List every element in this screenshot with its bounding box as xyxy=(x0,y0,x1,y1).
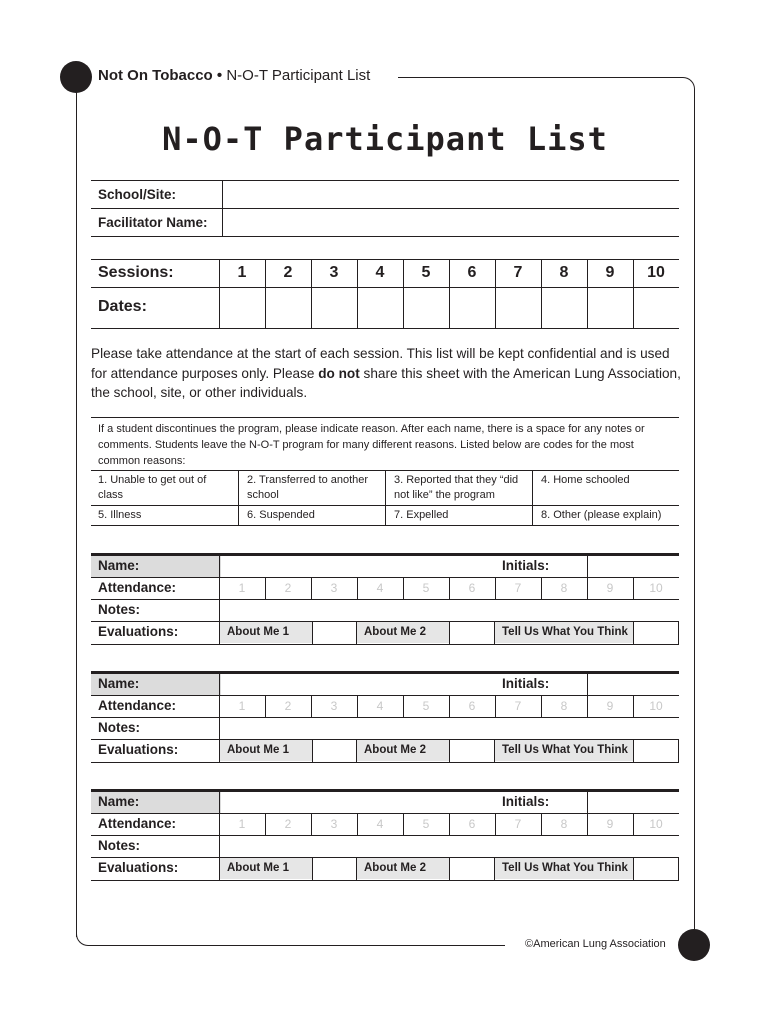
name-label: Name: xyxy=(98,794,140,809)
divider xyxy=(91,813,679,814)
attendance-checkbox[interactable]: 2 xyxy=(284,817,292,831)
reason-code: 1. Unable to get out of class xyxy=(98,474,207,501)
header-subtitle: Participant List xyxy=(271,67,371,84)
frame-line xyxy=(694,90,695,940)
notes-field[interactable] xyxy=(220,600,679,621)
session-date-cell[interactable] xyxy=(496,288,541,328)
initials-label: Initials: xyxy=(502,794,550,809)
evaluation-checkbox[interactable] xyxy=(449,858,495,880)
attendance-checkbox[interactable]: 2 xyxy=(284,699,292,713)
attendance-checkbox[interactable]: 3 xyxy=(330,699,338,713)
page-header xyxy=(98,67,370,84)
name-field[interactable] xyxy=(220,556,490,577)
initials-label: Initials: xyxy=(502,676,550,691)
session-number: 7 xyxy=(513,264,523,281)
notes-label: Notes: xyxy=(98,838,141,853)
attendance-checkbox[interactable]: 3 xyxy=(330,581,338,595)
initials-field[interactable] xyxy=(588,792,679,813)
session-number: 10 xyxy=(647,264,665,281)
participant-block xyxy=(91,789,679,881)
evaluation-label: About Me 1 xyxy=(220,858,312,879)
evaluation-checkbox[interactable] xyxy=(633,858,679,880)
session-date-cell[interactable] xyxy=(312,288,357,328)
evaluation-checkbox[interactable] xyxy=(449,622,495,644)
attendance-checkbox[interactable]: 1 xyxy=(238,581,246,595)
attendance-checkbox[interactable]: 10 xyxy=(649,699,663,713)
notes-label: Notes: xyxy=(98,602,141,617)
reason-code: 5. Illness xyxy=(98,509,142,521)
session-number: 5 xyxy=(421,264,431,281)
school-site-field[interactable] xyxy=(222,181,679,208)
session-number: 8 xyxy=(559,264,569,281)
evaluation-checkbox[interactable] xyxy=(449,740,495,762)
evaluation-checkbox[interactable] xyxy=(312,622,357,644)
evaluation-checkbox[interactable] xyxy=(312,858,357,880)
frame-corner xyxy=(681,77,695,91)
evaluations-label: Evaluations: xyxy=(98,624,179,639)
name-field[interactable] xyxy=(220,674,490,695)
evaluation-label: Tell Us What You Think xyxy=(495,622,633,643)
initials-field[interactable] xyxy=(588,674,679,695)
evaluations-label: Evaluations: xyxy=(98,860,179,875)
divider xyxy=(91,417,679,418)
header-separator: • xyxy=(216,67,223,84)
session-number: 6 xyxy=(467,264,477,281)
attendance-checkbox[interactable]: 5 xyxy=(422,817,430,831)
attendance-checkbox[interactable]: 9 xyxy=(606,699,614,713)
facilitator-label: Facilitator Name: xyxy=(98,215,208,230)
reason-code: 6. Suspended xyxy=(247,509,315,521)
instructions-part1: Please take attendance at the start of each session. This list will be kept confidential and is used for attendance purposes only. Please xyxy=(91,346,670,381)
sessions-grid xyxy=(91,259,679,329)
divider xyxy=(91,259,679,260)
session-date-cell[interactable] xyxy=(542,288,587,328)
frame-corner xyxy=(76,932,90,946)
attendance-checkbox[interactable]: 4 xyxy=(376,817,384,831)
attendance-checkbox[interactable]: 7 xyxy=(514,581,522,595)
name-label: Name: xyxy=(98,558,140,573)
reason-code: 2. Transferred to another school xyxy=(247,474,369,501)
name-field[interactable] xyxy=(220,792,490,813)
reason-code: 8. Other (please explain) xyxy=(541,509,662,521)
attendance-checkbox[interactable]: 6 xyxy=(468,817,476,831)
session-date-cell[interactable] xyxy=(634,288,679,328)
school-site-row xyxy=(91,181,679,209)
evaluation-checkbox[interactable] xyxy=(633,622,679,644)
evaluation-label: About Me 2 xyxy=(357,622,449,643)
attendance-checkbox[interactable]: 7 xyxy=(514,699,522,713)
divider xyxy=(91,644,679,645)
attendance-label: Attendance: xyxy=(98,816,177,831)
notes-field[interactable] xyxy=(220,718,679,739)
attendance-checkbox[interactable]: 10 xyxy=(649,817,663,831)
attendance-checkbox[interactable]: 10 xyxy=(649,581,663,595)
attendance-checkbox[interactable]: 6 xyxy=(468,581,476,595)
attendance-checkbox[interactable]: 1 xyxy=(238,817,246,831)
grid-line xyxy=(385,470,386,525)
discontinue-codes xyxy=(91,417,679,527)
session-date-cell[interactable] xyxy=(266,288,311,328)
facilitator-row xyxy=(91,209,679,237)
evaluation-label: Tell Us What You Think xyxy=(495,740,633,761)
evaluation-label: About Me 1 xyxy=(220,740,312,761)
frame-line xyxy=(89,945,505,946)
attendance-checkbox[interactable]: 3 xyxy=(330,817,338,831)
reason-code: 3. Reported that they “did not like” the program xyxy=(394,474,519,501)
attendance-checkbox[interactable]: 8 xyxy=(560,699,568,713)
instructions-emphasis: do not xyxy=(318,365,360,381)
attendance-checkbox[interactable]: 4 xyxy=(376,699,384,713)
notes-field[interactable] xyxy=(220,836,679,857)
session-number: 4 xyxy=(375,264,385,281)
session-date-cell[interactable] xyxy=(404,288,449,328)
divider xyxy=(91,762,679,763)
page-title: N-O-T Participant List xyxy=(162,120,608,158)
divider xyxy=(91,695,679,696)
reason-code: 4. Home schooled xyxy=(541,474,630,486)
session-number: 3 xyxy=(329,264,339,281)
divider xyxy=(91,328,679,329)
evaluation-label: Tell Us What You Think xyxy=(495,858,633,879)
brand-name: Not On Tobacco xyxy=(98,67,213,84)
discontinue-intro: If a student discontinues the program, please indicate reason. After each name, there is a space for any notes or comments. Students leave the N-O-T program for many different reasons. Listed below are codes for the most common reasons: xyxy=(98,423,645,467)
dates-label: Dates: xyxy=(98,298,147,315)
session-date-cell[interactable] xyxy=(588,288,633,328)
frame-line xyxy=(76,92,77,937)
attendance-checkbox[interactable]: 9 xyxy=(606,581,614,595)
frame-line xyxy=(398,77,682,78)
attendance-checkbox[interactable]: 8 xyxy=(560,817,568,831)
attendance-checkbox[interactable]: 8 xyxy=(560,581,568,595)
divider xyxy=(91,577,679,578)
evaluation-checkbox[interactable] xyxy=(312,740,357,762)
header-acronym: N-O-T xyxy=(226,67,268,84)
divider xyxy=(91,880,679,881)
attendance-checkbox[interactable]: 7 xyxy=(514,817,522,831)
attendance-checkbox[interactable]: 5 xyxy=(422,581,430,595)
attendance-label: Attendance: xyxy=(98,698,177,713)
evaluation-checkbox[interactable] xyxy=(633,740,679,762)
name-label: Name: xyxy=(98,676,140,691)
facilitator-field[interactable] xyxy=(222,209,679,236)
corner-dot xyxy=(60,61,92,93)
sessions-label: Sessions: xyxy=(98,264,174,281)
attendance-checkbox[interactable]: 6 xyxy=(468,699,476,713)
reason-code: 7. Expelled xyxy=(394,509,449,521)
session-number: 2 xyxy=(283,264,293,281)
participant-block xyxy=(91,671,679,763)
notes-label: Notes: xyxy=(98,720,141,735)
evaluation-label: About Me 2 xyxy=(357,858,449,879)
school-site-label: School/Site: xyxy=(98,187,177,202)
initials-field[interactable] xyxy=(588,556,679,577)
session-number: 9 xyxy=(605,264,615,281)
session-number: 1 xyxy=(237,264,247,281)
attendance-checkbox[interactable]: 1 xyxy=(238,699,246,713)
evaluation-label: About Me 2 xyxy=(357,740,449,761)
instructions-part2: share this sheet with the American Lung Association, the school, site, or other individuals. xyxy=(91,365,681,400)
grid-line xyxy=(532,470,533,525)
evaluation-label: About Me 1 xyxy=(220,622,312,643)
attendance-label: Attendance: xyxy=(98,580,177,595)
participant-block xyxy=(91,553,679,645)
attendance-checkbox[interactable]: 9 xyxy=(606,817,614,831)
attendance-checkbox[interactable]: 4 xyxy=(376,581,384,595)
grid-line xyxy=(238,470,239,525)
evaluations-label: Evaluations: xyxy=(98,742,179,757)
attendance-checkbox[interactable]: 5 xyxy=(422,699,430,713)
session-date-cell[interactable] xyxy=(220,288,265,328)
copyright: ©American Lung Association xyxy=(525,938,666,950)
attendance-checkbox[interactable]: 2 xyxy=(284,581,292,595)
session-date-cell[interactable] xyxy=(450,288,495,328)
divider xyxy=(91,525,679,526)
session-date-cell[interactable] xyxy=(358,288,403,328)
initials-label: Initials: xyxy=(502,558,550,573)
instructions-text xyxy=(91,344,681,403)
